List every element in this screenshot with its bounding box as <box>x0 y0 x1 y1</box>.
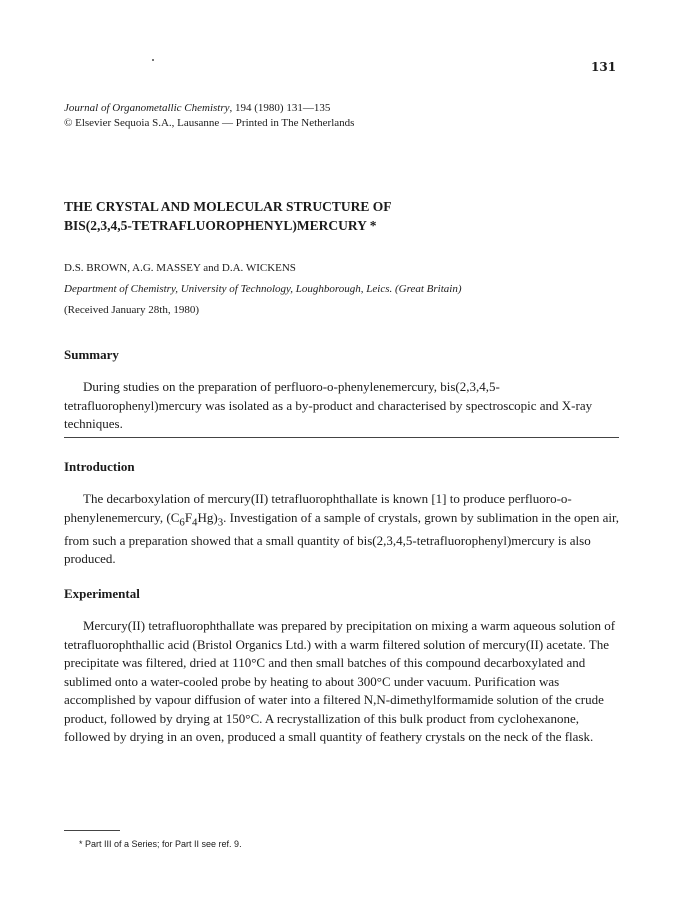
footnote: * Part III of a Series; for Part II see ref. 9. <box>79 839 242 849</box>
chemical-formula: $(C_6F_4Hg)_3$ <box>166 509 224 529</box>
summary-heading: Summary <box>64 347 119 362</box>
title-line-2: BIS(2,3,4,5-TETRAFLUOROPHENYL)MERCURY * <box>64 218 377 233</box>
received-date: (Received January 28th, 1980) <box>64 304 200 316</box>
introduction-text-2: . Investigation of a sample of crystals, grown by sublimation in the open air, from such a preparation showed that a small quantity of bis(2,3,4,5-tetrafluorophenyl)mercury is also produced. <box>64 509 620 567</box>
journal-name: Journal of Organometallic Chemistry <box>64 102 230 114</box>
title-line-1: THE CRYSTAL AND MOLECULAR STRUCTURE OF <box>64 199 392 214</box>
page-number: 131 <box>591 60 617 74</box>
introduction-paragraph <box>64 490 620 569</box>
journal-citation <box>64 101 624 131</box>
experimental-paragraph <box>64 617 620 747</box>
summary-paragraph <box>64 378 620 434</box>
publisher-line: © Elsevier Sequoia S.A., Lausanne — Printed in The Netherlands <box>64 117 355 129</box>
journal-citation-line <box>64 101 624 116</box>
article-title <box>64 197 624 235</box>
scan-artifact-dot <box>152 59 154 61</box>
experimental-heading: Experimental <box>64 586 140 601</box>
affiliation: Department of Chemistry, University of Technology, Loughborough, Leics. (Great Britain) <box>64 283 462 295</box>
introduction-heading: Introduction <box>64 459 135 474</box>
authors: D.S. BROWN, A.G. MASSEY and D.A. WICKENS <box>64 262 296 274</box>
experimental-text: Mercury(II) tetrafluorophthallate was prepared by precipitation on mixing a warm aqueous solution of tetrafluorophthallic acid (Bristol Organics Ltd.) with a warm filtered solution of mercury(II) acetate. The precipitate was filtered, dried at 110°C and then small batches of this compound decarboxylated and sublimed onto a water-cooled probe by heating to about 300°C under vacuum. Purification was accomplished by vapour diffusion of water into a filtered N,N-dimethylformamide solution of the crude product, followed by drying at 150°C. A recrystallization of this bulk product from cyclohexanone, followed by drying in an oven, produced a small quantity of feathery crystals on the neck of the flask. <box>64 618 616 744</box>
summary-divider <box>64 437 619 438</box>
journal-volume-pages: , 194 (1980) 131—135 <box>229 102 331 114</box>
summary-text: During studies on the preparation of perfluoro-o-phenylenemercury, bis(2,3,4,5-tetrafluorophenyl)mercury was isolated as a by-product and characterised by spectroscopic and X-ray techniques. <box>64 379 593 431</box>
footnote-separator <box>64 830 120 831</box>
introduction-text-1: The decarboxylation of mercury(II) tetrafluorophthallate is known [1] to produce perfluoro-o-phenylenemercury, <box>64 491 572 525</box>
